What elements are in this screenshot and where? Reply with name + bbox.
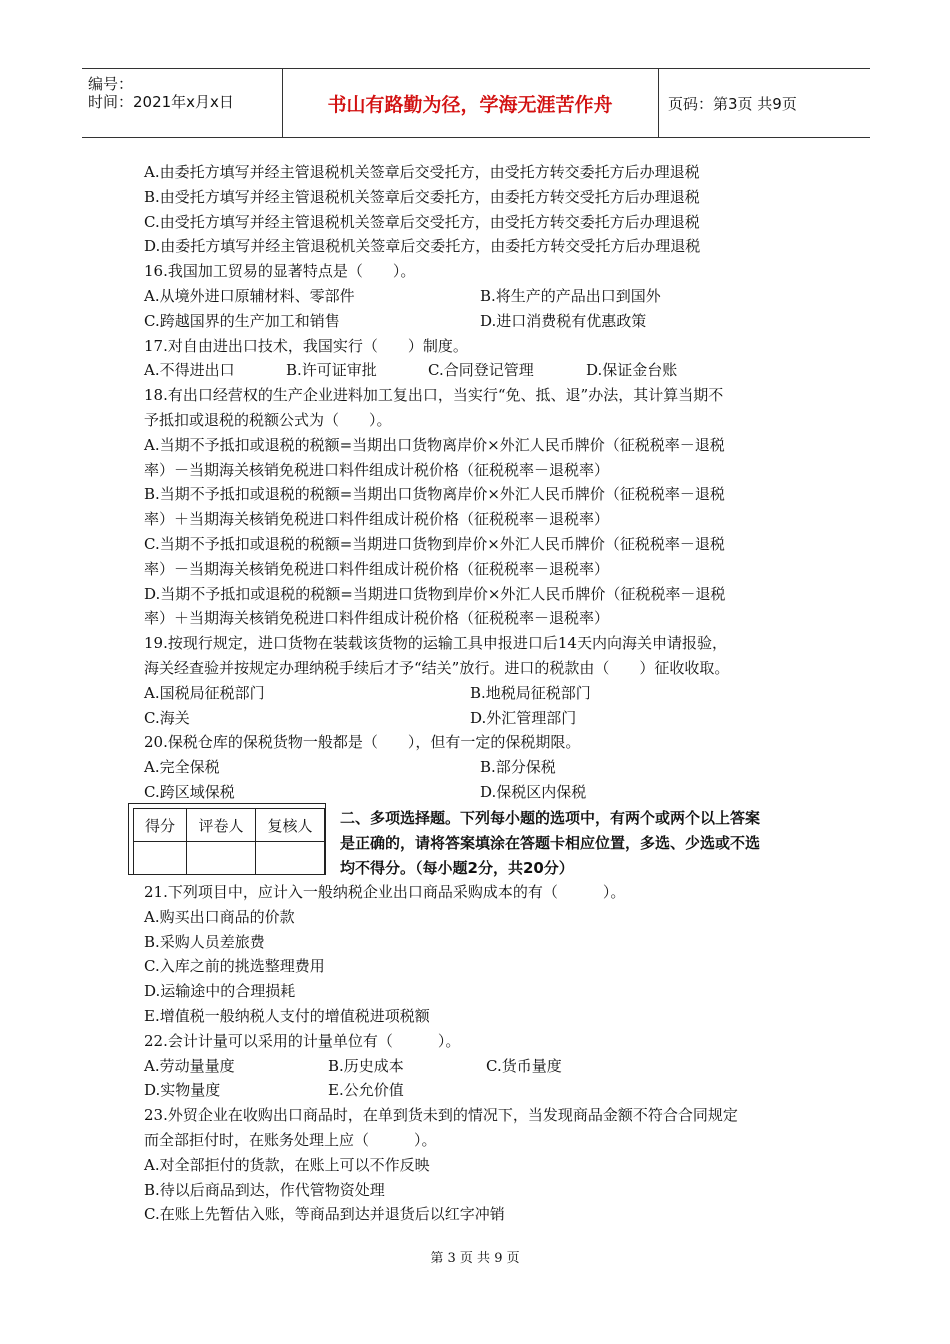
option: D.实物量度 (144, 1081, 221, 1100)
text-line: 而全部拒付时，在账务处理上应（ ）。 (144, 1130, 437, 1149)
option: C.入库之前的挑选整理费用 (144, 957, 325, 976)
text-line: A.由委托方填写并经主管退税机关签章后交受托方，由受托方转交委托方后办理退税 (144, 163, 700, 181)
page-header (82, 68, 870, 138)
header-meta (82, 69, 283, 137)
section-2-line: 二、多项选择题。下列每小题的选项中，有两个或两个以上答案 (340, 809, 761, 827)
option: A.国税局征税部门 (144, 683, 265, 702)
option: C.跨区域保税 (144, 782, 235, 801)
option: C.跨越国界的生产加工和销售 (144, 311, 340, 330)
text-line: 海关经查验并按规定办理纳税手续后才予“结关”放行。进口的税款由（ ）征收收取。 (144, 658, 730, 677)
question-16: 16.我国加工贸易的显著特点是（ ）。 (144, 262, 416, 281)
page-footer: 第 3 页 共 9 页 (430, 1251, 520, 1266)
text-line: 率）＋当期海关核销免税进口料件组成计税价格（征税税率－退税率） (144, 609, 610, 628)
score-table (133, 808, 325, 875)
text-line: D.当期不予抵扣或退税的税额=当期进口货物到岸价×外汇人民币牌价（征税税率－退税 (144, 584, 726, 603)
number-label: 编号： (88, 75, 134, 93)
option: A.劳动量量度 (144, 1056, 235, 1075)
text-line: 予抵扣或退税的税额公式为（ ）。 (144, 410, 392, 429)
text-line: 23.外贸企业在收购出口商品时，在单到货未到的情况下，当发现商品金额不符合合同规定 (144, 1106, 738, 1125)
option: C.货币量度 (486, 1056, 562, 1075)
grader-cell (187, 842, 256, 875)
option: C.在账上先暂估入账，等商品到达并退货后以红字冲销 (144, 1205, 505, 1224)
text-line: C.由受托方填写并经主管退税机关签章后交受托方，由受托方转交委托方后办理退税 (144, 212, 700, 231)
header-motto: 书山有路勤为径，学海无涯苦作舟 (282, 69, 659, 137)
option: D.外汇管理部门 (470, 708, 577, 727)
text-line: A.当期不予抵扣或退税的税额=当期出口货物离岸价×外汇人民币牌价（征税税率－退税 (144, 435, 725, 454)
header-page-info: 页码：第3页 共9页 (668, 94, 797, 113)
score-cell (134, 842, 187, 875)
option: D.运输途中的合理损耗 (144, 982, 296, 1001)
text-line: 率）－当期海关核销免税进口料件组成计税价格（征税税率－退税率） (144, 460, 610, 479)
q19-options-row (144, 681, 824, 706)
q16-options-row (144, 309, 824, 334)
option: B.许可证审批 (286, 361, 377, 380)
section-2-line: 均不得分。（每小题2分，共20分） (340, 859, 574, 877)
section-2-heading (340, 806, 825, 881)
q22-options-row (144, 1054, 824, 1079)
option: A.对全部拒付的货款，在账上可以不作反映 (144, 1155, 430, 1174)
q19-options-row (144, 706, 824, 731)
text-line: B.由受托方填写并经主管退税机关签章后交委托方，由委托方转交受托方后办理退税 (144, 187, 700, 206)
reviewer-cell (256, 842, 325, 875)
exam-content (144, 160, 824, 805)
exam-content-2 (144, 880, 824, 1227)
option: B.地税局征税部门 (470, 683, 591, 702)
option: C.海关 (144, 708, 190, 727)
q17-options-row (144, 358, 824, 383)
option: B.部分保税 (480, 758, 556, 777)
text-line: 率）＋当期海关核销免税进口料件组成计税价格（征税税率－退税率） (144, 510, 610, 529)
text-line: 19.按现行规定，进口货物在装载该货物的运输工具申报进口后14天内向海关申请报验， (144, 634, 727, 653)
option: A.完全保税 (144, 758, 220, 777)
grader-header: 评卷人 (187, 809, 256, 842)
option: B.待以后商品到达，作代管物资处理 (144, 1180, 385, 1199)
option: D.保证金台账 (586, 361, 678, 380)
text-line: D.由委托方填写并经主管退税机关签章后交委托方，由委托方转交受托方后办理退税 (144, 237, 701, 256)
option: B.将生产的产品出口到国外 (480, 286, 661, 305)
question-17: 17.对自由进出口技术，我国实行（ ）制度。 (144, 336, 468, 355)
option: B.采购人员差旅费 (144, 932, 265, 951)
option: D.进口消费税有优惠政策 (480, 311, 647, 330)
score-header: 得分 (134, 809, 187, 842)
q22-options-row (144, 1078, 824, 1103)
section-2-line: 是正确的，请将答案填涂在答题卡相应位置，多选、少选或不选 (340, 834, 761, 852)
text-line: 率）－当期海关核销免税进口料件组成计税价格（征税税率－退税率） (144, 559, 610, 578)
option: E.增值税一般纳税人支付的增值税进项税额 (144, 1006, 430, 1025)
reviewer-header: 复核人 (256, 809, 325, 842)
option: E.公允价值 (328, 1081, 404, 1100)
option: A.从境外进口原辅材料、零部件 (144, 286, 355, 305)
q16-options-row (144, 284, 824, 309)
text-line: 18.有出口经营权的生产企业进料加工复出口，当实行“免、抵、退”办法，其计算当期不 (144, 386, 724, 405)
option: A.不得进出口 (144, 361, 235, 380)
text-line: C.当期不予抵扣或退税的税额=当期进口货物到岸价×外汇人民币牌价（征税税率－退税 (144, 534, 725, 553)
q20-options-row (144, 780, 824, 805)
question-22: 22.会计计量可以采用的计量单位有（ ）。 (144, 1031, 461, 1050)
question-21: 21.下列项目中，应计入一般纳税企业出口商品采购成本的有（ ）。 (144, 883, 626, 901)
option: C.合同登记管理 (428, 361, 534, 380)
time-label: 时间：2021年x月x日 (88, 93, 234, 111)
option: D.保税区内保税 (480, 782, 587, 801)
q20-options-row (144, 755, 824, 780)
text-line: B.当期不予抵扣或退税的税额=当期出口货物离岸价×外汇人民币牌价（征税税率－退税 (144, 485, 725, 504)
option: B.历史成本 (328, 1056, 404, 1075)
option: A.购买出口商品的价款 (144, 907, 295, 926)
question-20: 20.保税仓库的保税货物一般都是（ ），但有一定的保税期限。 (144, 733, 581, 752)
